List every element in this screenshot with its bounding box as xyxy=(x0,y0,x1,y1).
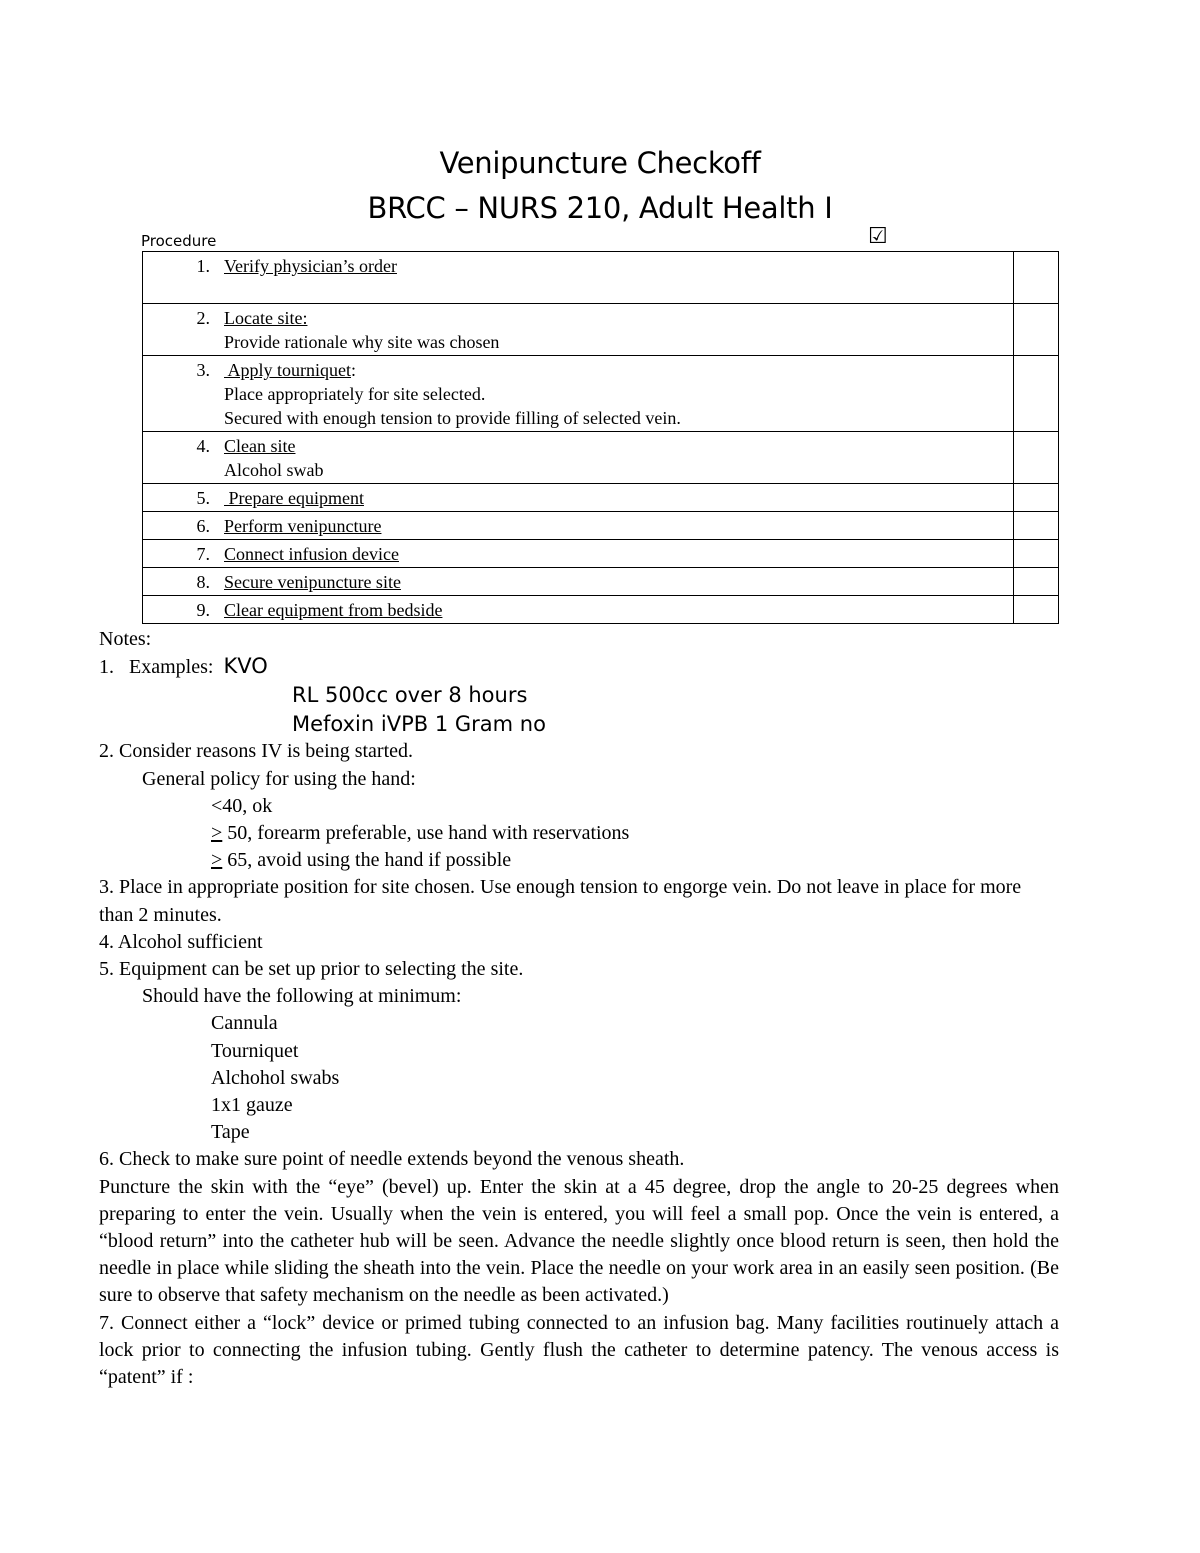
procedure-step xyxy=(143,568,1014,596)
check-cell[interactable] xyxy=(1014,356,1059,432)
step-title: Secure venipuncture site xyxy=(224,572,401,592)
procedure-step xyxy=(143,304,1014,356)
equipment-list xyxy=(99,1010,1059,1146)
note-2-policy: General policy for using the hand: xyxy=(142,767,416,790)
step-number: 8. xyxy=(196,572,210,592)
note-4: 4. Alcohol sufficient xyxy=(99,930,263,953)
step-number: 1. xyxy=(196,256,210,276)
course-subtitle: BRCC – NURS 210, Adult Health I xyxy=(367,191,833,225)
notes-section xyxy=(99,626,1059,1391)
equipment-item: Tape xyxy=(211,1121,250,1144)
procedure-row xyxy=(143,432,1059,484)
step-number: 2. xyxy=(196,308,210,328)
procedure-step xyxy=(143,252,1014,304)
procedure-step xyxy=(143,596,1014,624)
step-title: Clean site xyxy=(224,436,296,456)
equipment-item: 1x1 gauze xyxy=(211,1094,293,1117)
example-mefoxin: Mefoxin iVPB 1 Gram no xyxy=(292,711,546,736)
equipment-item: Alchohol swabs xyxy=(211,1066,340,1089)
step-title: Perform venipuncture xyxy=(224,516,382,536)
step-title: Locate site: xyxy=(224,308,308,328)
step-detail: Alcohol swab xyxy=(224,460,324,480)
procedure-step xyxy=(143,512,1014,540)
equipment-item: Cannula xyxy=(211,1012,278,1035)
step-number: 4. xyxy=(196,436,210,456)
example-kvo: KVO xyxy=(223,654,268,679)
step-number: 5. xyxy=(196,488,210,508)
procedure-table xyxy=(142,251,1059,624)
procedure-row xyxy=(143,512,1059,540)
checkbox-header-icon: ☑ xyxy=(868,224,888,249)
check-cell[interactable] xyxy=(1014,432,1059,484)
procedure-row xyxy=(143,568,1059,596)
notes-heading: Notes: xyxy=(99,628,152,650)
check-cell[interactable] xyxy=(1014,484,1059,512)
procedure-row xyxy=(143,484,1059,512)
check-cell[interactable] xyxy=(1014,568,1059,596)
note-2-age-65: > 65, avoid using the hand if possible xyxy=(211,849,512,872)
step-number: 3. xyxy=(196,360,210,380)
step-title: Verify physician’s order xyxy=(224,256,397,276)
note-2: 2. Consider reasons IV is being started. xyxy=(99,740,414,763)
step-title: Prepare equipment xyxy=(224,488,364,508)
note-2-age-40: <40, ok xyxy=(211,794,273,817)
note-5-minimum: Should have the following at minimum: xyxy=(142,985,462,1008)
equipment-item: Tourniquet xyxy=(211,1039,299,1062)
procedure-step xyxy=(143,356,1014,432)
procedure-step xyxy=(143,540,1014,568)
step-title: Clear equipment from bedside xyxy=(224,600,443,620)
procedure-label: Procedure xyxy=(141,232,217,250)
note-2-age-50: > 50, forearm preferable, use hand with reservations xyxy=(211,822,630,845)
step-detail: Provide rationale why site was chosen xyxy=(224,332,500,352)
check-cell[interactable] xyxy=(1014,304,1059,356)
procedure-step xyxy=(143,484,1014,512)
check-cell[interactable] xyxy=(1014,252,1059,304)
note-6-body: Puncture the skin with the “eye” (bevel) up. Enter the skin at a 45 degree, drop the angle to 20-25 degrees when preparing to enter the vein. Usually when the vein is entered, you will feel a small pop. Once the vein is entered, a “blood return” into the catheter hub will be seen. Advance the needle slightly once blood return is seen, then hold the needle in place while sliding the sheath into the vein. Place the needle on your work area in an easily seen position. (Be sure to observe that safety mechanism on the needle as been activated.) xyxy=(99,1175,1059,1307)
note-3: 3. Place in appropriate position for site chosen. Use enough tension to engorge vein. Do not leave in place for more than 2 minutes. xyxy=(99,876,1022,926)
procedure-step xyxy=(143,432,1014,484)
procedure-row xyxy=(143,356,1059,432)
note-6: 6. Check to make sure point of needle extends beyond the venous sheath. xyxy=(99,1148,685,1171)
check-cell[interactable] xyxy=(1014,540,1059,568)
step-number: 7. xyxy=(196,544,210,564)
step-number: 6. xyxy=(196,516,210,536)
step-detail: Place appropriately for site selected. xyxy=(224,384,486,404)
procedure-row xyxy=(143,540,1059,568)
procedure-row xyxy=(143,304,1059,356)
step-number: 9. xyxy=(196,600,210,620)
step-detail: Secured with enough tension to provide filling of selected vein. xyxy=(224,408,681,428)
page-title: Venipuncture Checkoff xyxy=(439,146,761,180)
procedure-row xyxy=(143,252,1059,304)
check-cell[interactable] xyxy=(1014,512,1059,540)
note-7: 7. Connect either a “lock” device or primed tubing connected to an infusion bag. Many facilities routinuely attach a lock prior to connecting the infusion tubing. Gently flush the catheter to determine patency. The venous access is “patent” if : xyxy=(99,1311,1059,1389)
example-rl: RL 500cc over 8 hours xyxy=(292,683,528,708)
note-5: 5. Equipment can be set up prior to selecting the site. xyxy=(99,958,524,981)
step-title: Connect infusion device xyxy=(224,544,399,564)
step-title: Apply tourniquet: xyxy=(224,360,357,380)
note-1: 1. Examples: KVO xyxy=(99,654,268,679)
procedure-row xyxy=(143,596,1059,624)
check-cell[interactable] xyxy=(1014,596,1059,624)
